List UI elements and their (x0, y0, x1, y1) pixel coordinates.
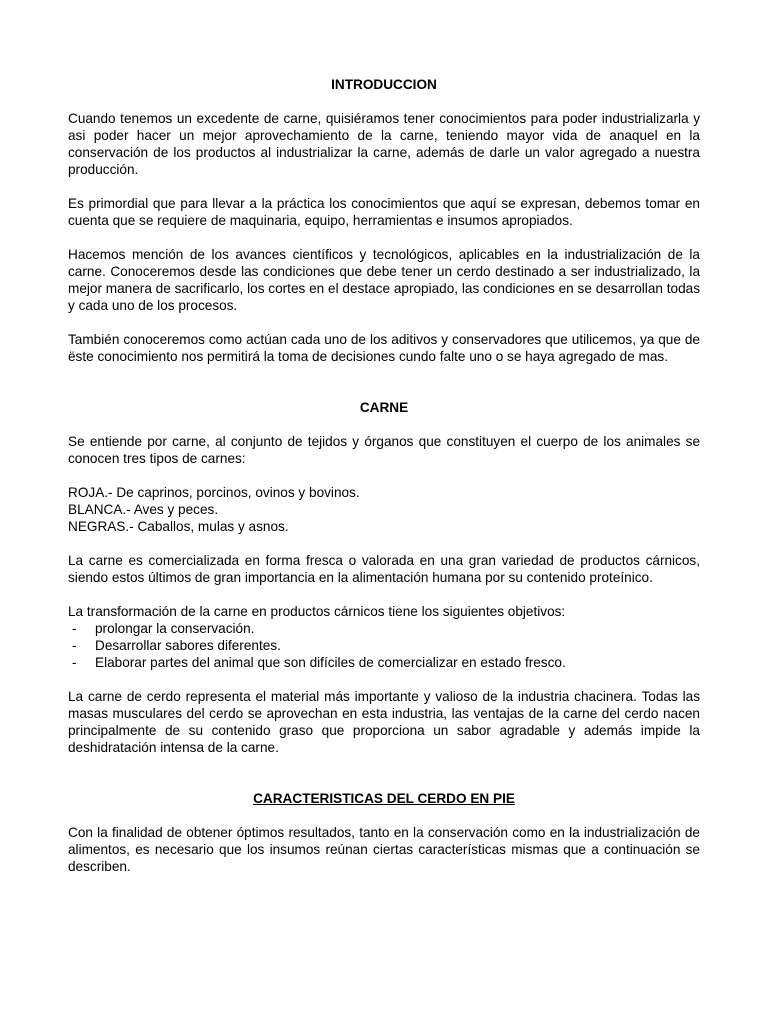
section-heading-introduccion: INTRODUCCION (331, 77, 437, 92)
document-page (68, 76, 700, 875)
meat-type-negras: NEGRAS.- Caballos, mulas y asnos. (68, 519, 289, 534)
section-heading-caracteristicas: CARACTERISTICAS DEL CERDO EN PIE (253, 791, 515, 806)
objectives-intro: La transformación de la carne en productos cárnicos tiene los siguientes objetivos: (68, 604, 566, 619)
list-item (68, 637, 700, 654)
list-item (68, 620, 700, 637)
dash-bullet: - (72, 621, 77, 636)
intro-paragraph-1: Cuando tenemos un excedente de carne, quisiéramos tener conocimientos para poder industrializarla y asi poder hacer un mejor aprovechamiento de la carne, teniendo mayor vida de anaquel en la conservación de los productos al industrializar la carne, además de darle un valor agregado a nuestra producción. (68, 111, 700, 177)
section-heading-carne: CARNE (359, 400, 409, 415)
carne-intro-paragraph: Se entiende por carne, al conjunto de tejidos y órganos que constituyen el cuerpo de los animales se conocen tres tipos de carnes: (68, 434, 700, 466)
list-item (68, 654, 700, 671)
carne-paragraph-2: La carne es comercializada en forma fresca o valorada en una gran variedad de productos cárnicos, siendo estos últimos de gran importancia en la alimentación humana por su contenido proteínico. (68, 553, 700, 585)
meat-type-roja: ROJA.- De caprinos, porcinos, ovinos y bovinos. (68, 485, 360, 500)
meat-type-blanca: BLANCA.- Aves y peces. (68, 502, 219, 517)
dash-bullet: - (72, 638, 77, 653)
objective-text: Desarrollar sabores diferentes. (95, 638, 281, 653)
intro-paragraph-4: También conoceremos como actúan cada uno de los aditivos y conservadores que utilicemos, ya que de ëste conocimiento nos permitirá la toma de decisiones cundo falte uno o se haya agregado de mas. (68, 332, 700, 364)
meat-types-list (68, 484, 700, 535)
objective-text: prolongar la conservación. (95, 621, 255, 636)
objectives-list (68, 620, 700, 671)
intro-paragraph-2: Es primordial que para llevar a la práctica los conocimientos que aquí se expresan, debemos tomar en cuenta que se requiere de maquinaria, equipo, herramientas e insumos apropiados. (68, 196, 700, 228)
caracteristicas-paragraph: Con la finalidad de obtener óptimos resultados, tanto en la conservación como en la industrialización de alimentos, es necesario que los insumos reúnan ciertas características mismas que a continuación se describen. (68, 825, 700, 874)
objective-text: Elaborar partes del animal que son difíciles de comercializar en estado fresco. (95, 655, 566, 670)
carne-paragraph-3: La carne de cerdo representa el material más importante y valioso de la industria chacinera. Todas las masas musculares del cerdo se aprovechan en esta industria, las ventajas de la carne del cerdo nacen principalmente de su contenido graso que proporciona un sabor agradable y además impide la deshidratación intensa de la carne. (68, 689, 700, 755)
dash-bullet: - (72, 655, 77, 670)
intro-paragraph-3: Hacemos mención de los avances científicos y tecnológicos, aplicables en la industrialización de la carne. Conoceremos desde las condiciones que debe tener un cerdo destinado a ser industrializado, la mejor manera de sacrificarlo, los cortes en el destace apropiado, las condiciones en se desarrollan todas y cada uno de los procesos. (68, 247, 700, 313)
